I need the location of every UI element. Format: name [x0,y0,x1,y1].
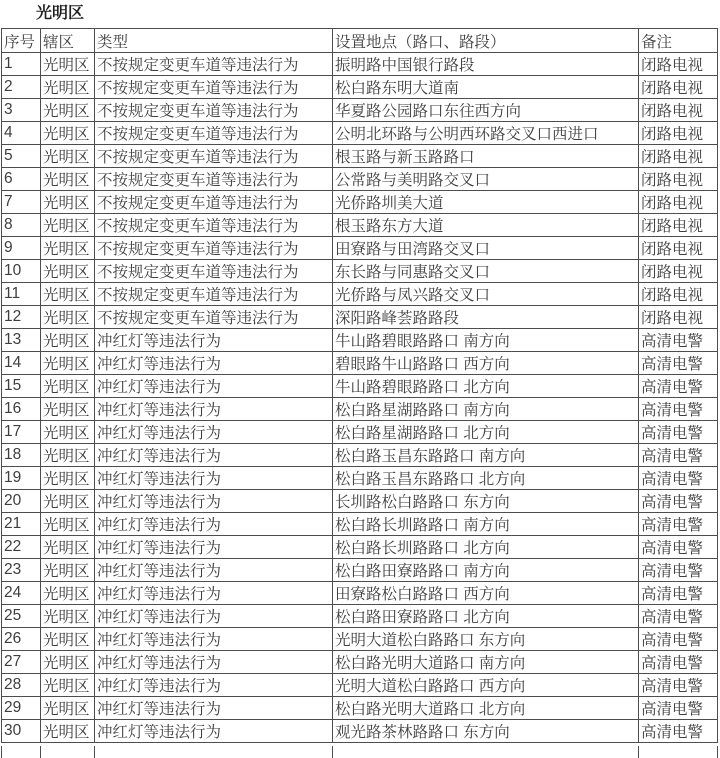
camera-location-table [1,28,718,743]
cell-location: 光明大道松白路路口 西方向 [333,674,639,697]
cell-type: 冲红灯等违法行为 [95,697,333,720]
table-row [2,122,718,145]
cell-index: 22 [2,536,41,559]
cell-remark: 高清电警 [639,559,718,582]
table-row [2,467,718,490]
cell-type: 不按规定变更车道等违法行为 [95,191,333,214]
cell-location: 深阳路峰荟路路段 [333,306,639,329]
cell-location: 公明北环路与公明西环路交叉口西进口 [333,122,639,145]
cell-remark: 闭路电视 [639,99,718,122]
partial-row [2,746,718,758]
cell-type: 冲红灯等违法行为 [95,628,333,651]
cell-location: 松白路星湖路路口 北方向 [333,421,639,444]
table-row [2,76,718,99]
cell-remark: 闭路电视 [639,283,718,306]
table-row [2,720,718,743]
cell-district: 光明区 [41,145,95,168]
table-row [2,444,718,467]
table-row [2,214,718,237]
cell-index: 5 [2,145,41,168]
cell-district: 光明区 [41,467,95,490]
table-row [2,168,718,191]
cell-type: 不按规定变更车道等违法行为 [95,260,333,283]
cell-remark: 高清电警 [639,628,718,651]
cell-index: 11 [2,283,41,306]
cell-index: 18 [2,444,41,467]
cell-district: 光明区 [41,191,95,214]
cell-type: 冲红灯等违法行为 [95,398,333,421]
cell-district: 光明区 [41,168,95,191]
cell-index: 7 [2,191,41,214]
cell-district: 光明区 [41,490,95,513]
cell-remark: 高清电警 [639,398,718,421]
cell-index: 1 [2,53,41,76]
cell-district: 光明区 [41,283,95,306]
cell-type: 冲红灯等违法行为 [95,651,333,674]
cell-remark: 高清电警 [639,444,718,467]
cell-district: 光明区 [41,444,95,467]
page [0,5,720,758]
table-header [2,29,718,53]
cell-location: 松白路玉昌东路路口 南方向 [333,444,639,467]
cell-index: 25 [2,605,41,628]
cell-remark: 闭路电视 [639,168,718,191]
cell-index: 9 [2,237,41,260]
cell-district: 光明区 [41,260,95,283]
cell-remark: 高清电警 [639,490,718,513]
table-row [2,490,718,513]
cell-type: 不按规定变更车道等违法行为 [95,306,333,329]
cell-type: 不按规定变更车道等违法行为 [95,283,333,306]
cell-type: 冲红灯等违法行为 [95,559,333,582]
cell-index: 29 [2,697,41,720]
cell-index: 2 [2,76,41,99]
cell-district: 光明区 [41,398,95,421]
table-row [2,582,718,605]
cell-location: 东长路与同惠路交叉口 [333,260,639,283]
cell-district: 光明区 [41,720,95,743]
partial-cell [2,746,41,758]
cell-location: 根玉路与新玉路路口 [333,145,639,168]
cell-district: 光明区 [41,214,95,237]
cell-index: 27 [2,651,41,674]
cell-index: 30 [2,720,41,743]
cell-index: 13 [2,329,41,352]
cell-location: 松白路田寮路路口 北方向 [333,605,639,628]
cell-remark: 闭路电视 [639,260,718,283]
cell-district: 光明区 [41,306,95,329]
cell-location: 松白路光明大道路口 北方向 [333,697,639,720]
cell-type: 冲红灯等违法行为 [95,352,333,375]
cell-remark: 闭路电视 [639,214,718,237]
cell-district: 光明区 [41,651,95,674]
table-row [2,260,718,283]
cell-remark: 高清电警 [639,697,718,720]
cell-location: 振明路中国银行路段 [333,53,639,76]
cell-remark: 闭路电视 [639,76,718,99]
table-row [2,674,718,697]
cell-district: 光明区 [41,559,95,582]
cell-index: 10 [2,260,41,283]
cell-district: 光明区 [41,628,95,651]
cell-location: 根玉路东方大道 [333,214,639,237]
table-row [2,375,718,398]
cell-type: 冲红灯等违法行为 [95,720,333,743]
cell-district: 光明区 [41,697,95,720]
cell-district: 光明区 [41,375,95,398]
cell-index: 12 [2,306,41,329]
cell-index: 26 [2,628,41,651]
table-row [2,329,718,352]
cell-type: 冲红灯等违法行为 [95,490,333,513]
cell-remark: 高清电警 [639,720,718,743]
cell-index: 3 [2,99,41,122]
cell-remark: 高清电警 [639,329,718,352]
cell-location: 田寮路与田湾路交叉口 [333,237,639,260]
cell-location: 碧眼路牛山路路口 西方向 [333,352,639,375]
cell-index: 14 [2,352,41,375]
cell-remark: 高清电警 [639,352,718,375]
cell-remark: 闭路电视 [639,145,718,168]
cell-remark: 闭路电视 [639,53,718,76]
cell-type: 不按规定变更车道等违法行为 [95,122,333,145]
cell-index: 16 [2,398,41,421]
cell-district: 光明区 [41,605,95,628]
cell-location: 松白路田寮路路口 南方向 [333,559,639,582]
cell-district: 光明区 [41,329,95,352]
cell-index: 19 [2,467,41,490]
cell-district: 光明区 [41,582,95,605]
table-row [2,559,718,582]
cell-location: 光侨路圳美大道 [333,191,639,214]
district-title: 光明区 [36,5,85,22]
table-row [2,352,718,375]
partial-cell [333,746,639,758]
cell-index: 24 [2,582,41,605]
column-header-index: 序号 [2,29,41,53]
table-row [2,605,718,628]
cell-district: 光明区 [41,99,95,122]
partial-cell [639,746,718,758]
cell-type: 不按规定变更车道等违法行为 [95,214,333,237]
cell-index: 20 [2,490,41,513]
table-row [2,53,718,76]
cell-type: 冲红灯等违法行为 [95,582,333,605]
cell-district: 光明区 [41,513,95,536]
cell-location: 牛山路碧眼路路口 南方向 [333,329,639,352]
cell-type: 冲红灯等违法行为 [95,375,333,398]
cell-location: 松白路光明大道路口 南方向 [333,651,639,674]
cell-remark: 高清电警 [639,421,718,444]
cell-index: 6 [2,168,41,191]
cell-type: 不按规定变更车道等违法行为 [95,168,333,191]
table-row [2,513,718,536]
cell-location: 光明大道松白路路口 东方向 [333,628,639,651]
cell-district: 光明区 [41,53,95,76]
cell-type: 冲红灯等违法行为 [95,329,333,352]
cell-remark: 高清电警 [639,513,718,536]
column-header-remark: 备注 [639,29,718,53]
cell-type: 冲红灯等违法行为 [95,444,333,467]
table-row [2,237,718,260]
cell-remark: 高清电警 [639,674,718,697]
cell-location: 田寮路松白路路口 西方向 [333,582,639,605]
cell-location: 公常路与美明路交叉口 [333,168,639,191]
cell-location: 松白路长圳路路口 北方向 [333,536,639,559]
cell-location: 光侨路与凤兴路交叉口 [333,283,639,306]
cell-location: 华夏路公园路口东往西方向 [333,99,639,122]
table-row [2,191,718,214]
cell-district: 光明区 [41,421,95,444]
cell-district: 光明区 [41,122,95,145]
next-table-fragment [1,746,718,758]
cell-location: 观光路茶林路路口 东方向 [333,720,639,743]
cell-type: 冲红灯等违法行为 [95,467,333,490]
cell-type: 冲红灯等违法行为 [95,605,333,628]
cell-index: 23 [2,559,41,582]
cell-index: 4 [2,122,41,145]
table-row [2,145,718,168]
cell-type: 不按规定变更车道等违法行为 [95,53,333,76]
cell-location: 松白路长圳路路口 南方向 [333,513,639,536]
cell-index: 21 [2,513,41,536]
cell-remark: 闭路电视 [639,122,718,145]
column-header-location: 设置地点（路口、路段） [333,29,639,53]
cell-remark: 高清电警 [639,651,718,674]
cell-remark: 闭路电视 [639,191,718,214]
table-body [2,53,718,743]
cell-district: 光明区 [41,536,95,559]
table-row [2,536,718,559]
cell-remark: 闭路电视 [639,237,718,260]
header-row [2,29,718,53]
cell-index: 15 [2,375,41,398]
table-row [2,628,718,651]
table-row [2,306,718,329]
cell-district: 光明区 [41,76,95,99]
cell-type: 冲红灯等违法行为 [95,421,333,444]
cell-remark: 高清电警 [639,582,718,605]
cell-remark: 高清电警 [639,467,718,490]
cell-location: 松白路东明大道南 [333,76,639,99]
cell-district: 光明区 [41,674,95,697]
cell-type: 冲红灯等违法行为 [95,674,333,697]
cell-remark: 高清电警 [639,375,718,398]
column-header-district: 辖区 [41,29,95,53]
table-row [2,697,718,720]
table-row [2,398,718,421]
cell-remark: 闭路电视 [639,306,718,329]
cell-type: 不按规定变更车道等违法行为 [95,237,333,260]
cell-type: 冲红灯等违法行为 [95,513,333,536]
partial-cell [95,746,333,758]
cell-district: 光明区 [41,352,95,375]
cell-location: 松白路玉昌东路路口 北方向 [333,467,639,490]
cell-location: 长圳路松白路路口 东方向 [333,490,639,513]
partial-cell [41,746,95,758]
cell-remark: 高清电警 [639,605,718,628]
cell-type: 不按规定变更车道等违法行为 [95,99,333,122]
cell-location: 松白路星湖路路口 南方向 [333,398,639,421]
table-row [2,651,718,674]
cell-type: 冲红灯等违法行为 [95,536,333,559]
cell-index: 8 [2,214,41,237]
cell-type: 不按规定变更车道等违法行为 [95,145,333,168]
cell-remark: 高清电警 [639,536,718,559]
table-row [2,99,718,122]
column-header-type: 类型 [95,29,333,53]
cell-district: 光明区 [41,237,95,260]
cell-index: 17 [2,421,41,444]
cell-index: 28 [2,674,41,697]
table-row [2,283,718,306]
cell-type: 不按规定变更车道等违法行为 [95,76,333,99]
table-row [2,421,718,444]
cell-location: 牛山路碧眼路路口 北方向 [333,375,639,398]
